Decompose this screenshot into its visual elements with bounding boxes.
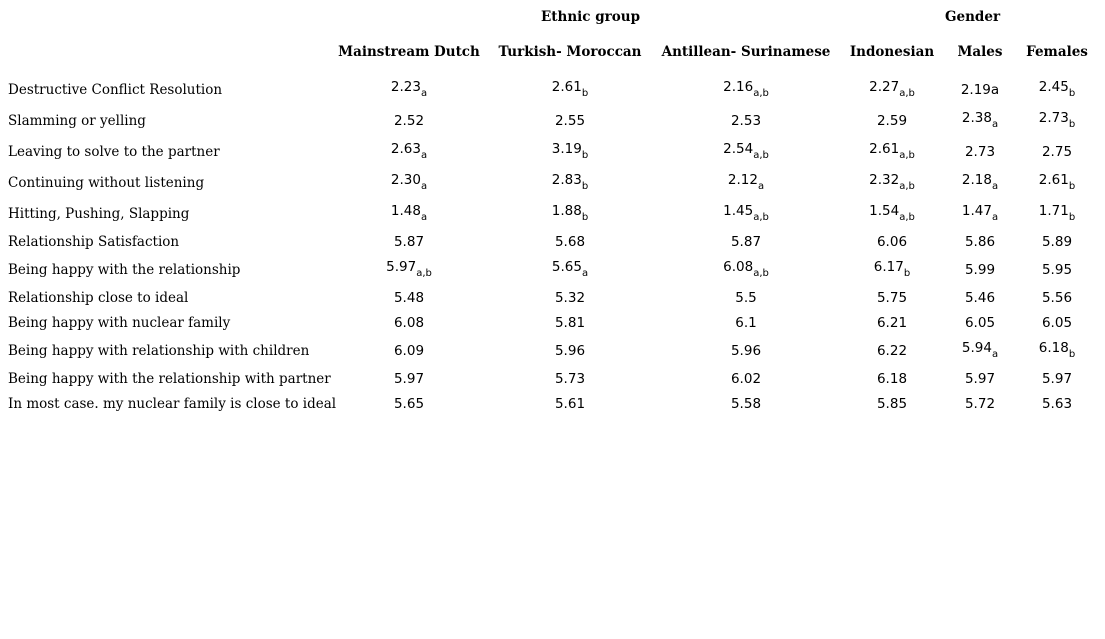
table-cell	[965, 315, 995, 331]
cell-value: 6.09	[393, 343, 425, 359]
significance-subscript: b	[1068, 88, 1076, 99]
table-cell	[551, 172, 589, 192]
cell-value: 1.54	[869, 203, 900, 219]
cell-value: 5.89	[1041, 234, 1073, 250]
cell-value: 5.99	[964, 262, 996, 278]
cell-value: 6.18	[876, 371, 908, 387]
table-cell	[965, 371, 995, 387]
table-cell	[555, 234, 585, 250]
cell-value: 2.52	[393, 113, 425, 129]
table-cell	[877, 315, 907, 331]
cell-value: 6.18	[1038, 340, 1069, 356]
cell-value: 2.45	[1038, 79, 1069, 95]
table-cell	[965, 234, 995, 250]
table-cell	[555, 396, 585, 412]
row-label: Leaving to solve to the partner	[8, 144, 220, 160]
cell-value: 5.97	[393, 371, 425, 387]
table-cell	[394, 290, 424, 306]
table-cell	[961, 340, 999, 360]
cell-value: 3.19	[551, 141, 582, 157]
cell-value: 2.59	[876, 113, 908, 129]
table-cell	[727, 172, 765, 192]
cell-value: 2.16	[723, 79, 754, 95]
significance-subscript: a,b	[899, 88, 915, 99]
table-cell	[390, 172, 428, 192]
cell-value: 5.65	[551, 259, 582, 275]
significance-subscript: b	[581, 212, 589, 223]
significance-subscript: b	[1068, 212, 1076, 223]
cell-value: 2.23	[390, 79, 421, 95]
cell-value: 6.22	[876, 343, 908, 359]
cell-value: 6.08	[393, 315, 425, 331]
cell-value: 2.55	[554, 113, 586, 129]
table-cell	[869, 172, 915, 192]
cell-value: 2.38	[961, 110, 992, 126]
table-cell	[877, 343, 907, 359]
table-cell	[965, 290, 995, 306]
cell-value: 5.73	[554, 371, 586, 387]
table-cell	[731, 343, 761, 359]
significance-subscript: a,b	[899, 150, 915, 161]
cell-value: 2.83	[551, 172, 582, 188]
significance-subscript: a	[757, 181, 765, 192]
table-cell	[723, 259, 769, 279]
cell-value: 5.87	[730, 234, 762, 250]
cell-value: 5.75	[876, 290, 908, 306]
significance-subscript: a	[420, 181, 428, 192]
cell-value: 5.63	[1041, 396, 1073, 412]
significance-subscript: a,b	[753, 268, 769, 279]
table-cell	[1038, 79, 1076, 99]
cell-value: 2.75	[1041, 144, 1073, 160]
cell-value: 2.12	[727, 172, 758, 188]
table-cell	[551, 79, 589, 99]
cell-value: 2.18	[961, 172, 992, 188]
table-cell	[961, 203, 999, 223]
table-cell	[390, 203, 428, 223]
table-cell	[731, 234, 761, 250]
cell-value: 5.58	[730, 396, 762, 412]
significance-subscript: b	[1068, 119, 1076, 130]
cell-value: 2.73	[1038, 110, 1069, 126]
significance-subscript: a	[581, 268, 589, 279]
column-header: Females	[1026, 44, 1088, 60]
table-cell	[394, 234, 424, 250]
significance-subscript: b	[581, 88, 589, 99]
row-label: Destructive Conflict Resolution	[8, 82, 223, 98]
cell-value: 6.02	[730, 371, 762, 387]
cell-value: 2.61	[1038, 172, 1069, 188]
significance-subscript: a,b	[899, 181, 915, 192]
table-cell	[394, 343, 424, 359]
cell-value: 6.1	[735, 315, 757, 331]
row-label: Being happy with the relationship	[8, 262, 241, 278]
table-cell	[555, 113, 585, 129]
cell-value: 5.85	[876, 396, 908, 412]
significance-subscript: a	[420, 150, 428, 161]
table-cell	[723, 79, 769, 99]
cell-value: 2.73	[964, 144, 996, 160]
cell-value: 2.63	[390, 141, 421, 157]
column-header: Mainstream Dutch	[338, 44, 480, 60]
significance-subscript: a	[991, 119, 999, 130]
significance-subscript: a	[991, 181, 999, 192]
row-label: Relationship close to ideal	[8, 290, 189, 306]
significance-subscript: a	[991, 212, 999, 223]
cell-value: 6.21	[876, 315, 908, 331]
cell-value: 6.05	[1041, 315, 1073, 331]
cell-value: 5.46	[964, 290, 996, 306]
column-header: Indonesian	[849, 44, 935, 60]
table-cell	[877, 234, 907, 250]
table-cell	[555, 343, 585, 359]
table-cell	[735, 290, 756, 306]
table-cell	[555, 371, 585, 387]
cell-value: 2.27	[869, 79, 900, 95]
table-cell	[965, 262, 995, 278]
table-cell	[731, 396, 761, 412]
significance-subscript: a,b	[753, 88, 769, 99]
table-cell	[390, 79, 428, 99]
table-cell	[731, 113, 761, 129]
cell-value: 5.56	[1041, 290, 1073, 306]
cell-value: 1.48	[390, 203, 421, 219]
table-cell	[877, 396, 907, 412]
table-cell	[961, 172, 999, 192]
cell-value: 5.95	[1041, 262, 1073, 278]
table-cell	[735, 315, 756, 331]
column-header: Males	[957, 44, 1003, 60]
row-label: Being happy with relationship with children	[8, 343, 310, 359]
cell-value: 2.53	[730, 113, 762, 129]
table-cell	[555, 315, 585, 331]
table-cell	[1042, 371, 1072, 387]
table-cell	[731, 371, 761, 387]
significance-subscript: a	[420, 88, 428, 99]
row-label: Being happy with the relationship with partner	[8, 371, 331, 387]
table-cell	[1042, 396, 1072, 412]
table-cell	[1038, 172, 1076, 192]
cell-value: 1.88	[551, 203, 582, 219]
significance-subscript: b	[1068, 181, 1076, 192]
row-label: In most case. my nuclear family is close to ideal	[8, 396, 337, 412]
cell-value: 1.71	[1038, 203, 1069, 219]
cell-value: 2.30	[390, 172, 421, 188]
table-cell	[394, 315, 424, 331]
table-cell	[551, 259, 589, 279]
table-cell	[869, 203, 915, 223]
row-label: Continuing without listening	[8, 175, 205, 191]
cell-value: 1.47	[961, 203, 992, 219]
cell-value: 2.54	[723, 141, 754, 157]
cell-value: 5.48	[393, 290, 425, 306]
column-header: Turkish- Moroccan	[498, 44, 642, 60]
table-cell	[961, 82, 999, 98]
cell-value: 5.87	[393, 234, 425, 250]
table-cell	[961, 110, 999, 130]
significance-subscript: b	[903, 268, 911, 279]
table-cell	[551, 141, 589, 161]
cell-value: 5.5	[735, 290, 757, 306]
cell-value: 1.45	[723, 203, 754, 219]
table-cell	[1042, 234, 1072, 250]
row-label: Being happy with nuclear family	[8, 315, 231, 331]
cell-value: 2.61	[551, 79, 582, 95]
row-label: Slamming or yelling	[8, 113, 146, 129]
table-cell	[386, 259, 432, 279]
table-cell	[877, 113, 907, 129]
group-header-ethnic: Ethnic group	[541, 9, 641, 25]
cell-value: 5.65	[393, 396, 425, 412]
group-header-gender: Gender	[945, 9, 1001, 25]
cell-value: 5.94	[961, 340, 992, 356]
column-header: Antillean- Surinamese	[661, 44, 831, 60]
cell-value: 6.06	[876, 234, 908, 250]
table-cell	[877, 290, 907, 306]
table-cell	[394, 113, 424, 129]
table-cell	[1042, 315, 1072, 331]
table-cell	[965, 144, 995, 160]
table-cell	[1042, 262, 1072, 278]
table-cell	[877, 371, 907, 387]
significance-subscript: a,b	[899, 212, 915, 223]
table-cell	[869, 141, 915, 161]
significance-subscript: a,b	[416, 268, 432, 279]
cell-value: 2.19a	[960, 82, 1000, 98]
significance-subscript: a	[420, 212, 428, 223]
cell-value: 5.86	[964, 234, 996, 250]
table-cell	[1038, 203, 1076, 223]
table-cell	[555, 290, 585, 306]
cell-value: 5.97	[1041, 371, 1073, 387]
table-cell	[723, 141, 769, 161]
cell-value: 5.72	[964, 396, 996, 412]
cell-value: 5.81	[554, 315, 586, 331]
significance-subscript: a,b	[753, 150, 769, 161]
cell-value: 5.97	[386, 259, 417, 275]
cell-value: 6.08	[723, 259, 754, 275]
cell-value: 5.96	[554, 343, 586, 359]
table-cell	[1042, 290, 1072, 306]
table-cell	[873, 259, 911, 279]
significance-subscript: a,b	[753, 212, 769, 223]
significance-subscript: b	[581, 181, 589, 192]
cell-value: 5.32	[554, 290, 586, 306]
significance-subscript: b	[581, 150, 589, 161]
cell-value: 2.61	[869, 141, 900, 157]
cell-value: 5.61	[554, 396, 586, 412]
table-cell	[394, 371, 424, 387]
significance-subscript: a	[991, 349, 999, 360]
cell-value: 5.68	[554, 234, 586, 250]
table-cell	[1042, 144, 1072, 160]
cell-value: 2.32	[869, 172, 900, 188]
row-label: Relationship Satisfaction	[8, 234, 180, 250]
cell-value: 6.17	[873, 259, 904, 275]
table-cell	[869, 79, 915, 99]
row-label: Hitting, Pushing, Slapping	[8, 206, 190, 222]
table-cell	[723, 203, 769, 223]
table-cell	[1038, 110, 1076, 130]
table-cell	[394, 396, 424, 412]
cell-value: 6.05	[964, 315, 996, 331]
significance-subscript: b	[1068, 349, 1076, 360]
table-cell	[965, 396, 995, 412]
table-cell	[551, 203, 589, 223]
cell-value: 5.96	[730, 343, 762, 359]
table-cell	[1038, 340, 1076, 360]
cell-value: 5.97	[964, 371, 996, 387]
table-cell	[390, 141, 428, 161]
